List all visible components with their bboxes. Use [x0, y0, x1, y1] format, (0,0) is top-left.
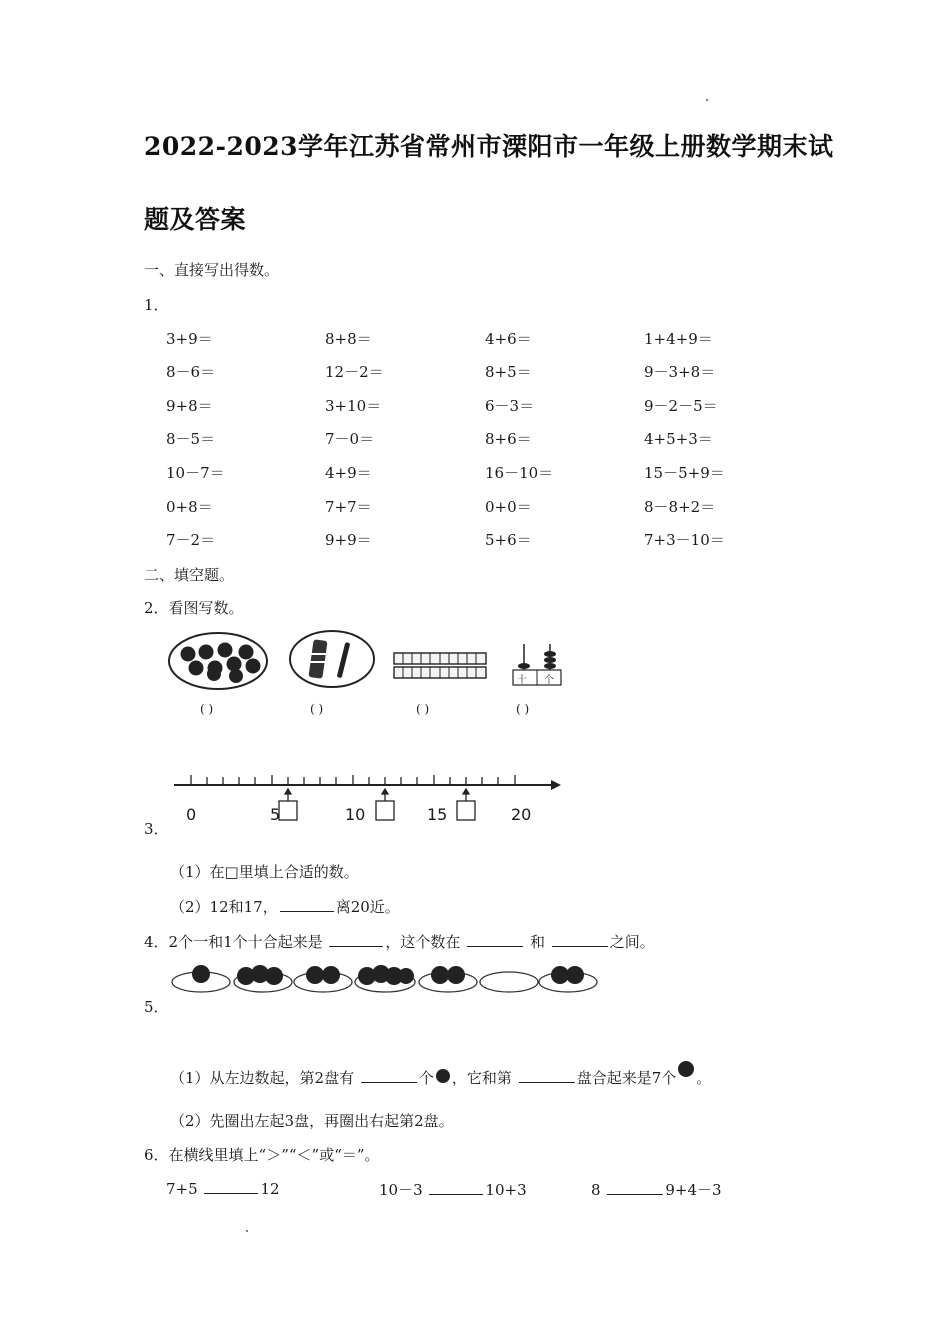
equation: 7+7＝	[325, 498, 372, 516]
answer-paren: ( )	[516, 702, 530, 716]
question-1-number: 1．	[144, 296, 169, 314]
equation: 8+5＝	[485, 363, 532, 381]
answer-blank[interactable]	[467, 932, 523, 947]
equation: 4+5+3＝	[644, 430, 713, 448]
question-2-text: 2．看图写数。	[144, 599, 244, 617]
comparison-right: 12	[260, 1180, 280, 1198]
fruit-icon	[434, 1066, 452, 1084]
equation: 7+3－10＝	[644, 531, 725, 549]
equation: 8－5＝	[166, 430, 216, 448]
comparison-item	[379, 1179, 527, 1200]
question-3-part2	[170, 896, 400, 917]
abacus-tens-label: 十	[517, 675, 527, 686]
comparison-left: 10－3	[379, 1181, 423, 1199]
cube-rods-figure	[392, 650, 490, 680]
equation: 8－8+2＝	[644, 498, 716, 516]
section-one-heading: 一、直接写出得数。	[144, 261, 280, 279]
page-title-line2: 题及答案	[144, 205, 247, 234]
q3-part2-prefix: （2）12和17，	[170, 898, 278, 916]
comparison-left: 7+5	[166, 1180, 198, 1198]
comparison-right: 10+3	[485, 1181, 527, 1199]
tick-label: 10	[345, 805, 366, 824]
question-3-number: 3．	[144, 820, 169, 838]
sticks-bundle-oval-figure	[287, 628, 377, 690]
answer-paren: ( )	[310, 702, 324, 716]
tick-label: 5	[270, 805, 281, 824]
equation: 9－3+8＝	[644, 363, 716, 381]
q4-text-b: ，这个数在	[385, 933, 461, 951]
equation: 3+10＝	[325, 397, 382, 415]
comparison-right: 9+4－3	[665, 1181, 722, 1199]
page-title-line1: 2022-2023学年江苏省常州市溧阳市一年级上册数学期末试	[144, 132, 834, 161]
equation: 15－5+9＝	[644, 464, 725, 482]
answer-blank[interactable]	[204, 1179, 258, 1194]
q4-text-c: 和	[530, 933, 546, 951]
tick-label: 0	[186, 805, 197, 824]
question-4	[144, 931, 655, 952]
answer-blank[interactable]	[429, 1180, 483, 1195]
q5-text-d: 盘合起来是7个	[576, 1069, 677, 1087]
apples-oval-figure	[166, 630, 270, 692]
answer-paren: ( )	[200, 702, 214, 716]
equation: 16－10＝	[485, 464, 554, 482]
comparison-left: 8	[591, 1181, 601, 1199]
comparison-item	[166, 1179, 280, 1198]
answer-paren: ( )	[416, 702, 430, 716]
equation: 9+8＝	[166, 397, 213, 415]
equation: 6－3＝	[485, 397, 535, 415]
fruit-icon	[676, 1057, 696, 1081]
bottom-speck	[246, 1230, 248, 1232]
equation: 0+0＝	[485, 498, 532, 516]
equation: 7－0＝	[325, 430, 375, 448]
comparison-item	[591, 1179, 722, 1200]
equation: 12－2＝	[325, 363, 384, 381]
answer-blank[interactable]	[280, 897, 334, 912]
tick-label: 20	[511, 805, 532, 824]
equation: 9+9＝	[325, 531, 372, 549]
equation: 0+8＝	[166, 498, 213, 516]
equation: 5+6＝	[485, 531, 532, 549]
q5-text-e: 。	[696, 1069, 712, 1087]
q5-text-b: 个	[418, 1069, 434, 1087]
question-6-text: 6．在横线里填上“＞”“＜”或“＝”。	[144, 1146, 380, 1164]
section-two-heading: 二、填空题。	[144, 566, 235, 584]
equation: 4+9＝	[325, 464, 372, 482]
equation: 8+8＝	[325, 330, 372, 348]
tick-label: 15	[427, 805, 448, 824]
question-3-part1: （1）在□里填上合适的数。	[170, 863, 359, 881]
equation: 3+9＝	[166, 330, 213, 348]
equation: 10－7＝	[166, 464, 225, 482]
equation: 1+4+9＝	[644, 330, 713, 348]
top-speck	[706, 99, 708, 101]
q3-part2-suffix: 离20近。	[335, 898, 400, 916]
answer-blank[interactable]	[519, 1068, 575, 1083]
equation: 8－6＝	[166, 363, 216, 381]
abacus-ones-label: 个	[544, 675, 554, 686]
answer-blank[interactable]	[552, 932, 608, 947]
answer-blank[interactable]	[607, 1180, 663, 1195]
q4-text-a: 4．2个一和1个十合起来是	[144, 933, 323, 951]
answer-blank[interactable]	[329, 932, 383, 947]
q5-text-c: ，它和第	[451, 1069, 512, 1087]
question-5-part1	[170, 1057, 711, 1088]
plates-of-fruit-figure	[170, 958, 600, 998]
equation: 4+6＝	[485, 330, 532, 348]
q4-text-d: 之间。	[609, 933, 655, 951]
question-5-number: 5．	[144, 998, 169, 1016]
equation: 7－2＝	[166, 531, 216, 549]
equation: 9－2－5＝	[644, 397, 718, 415]
question-5-part2: （2）先圈出左起3盘，再圈出右起第2盘。	[170, 1112, 454, 1130]
q5-text-a: （1）从左边数起，第2盘有	[170, 1069, 355, 1087]
equation: 8+6＝	[485, 430, 532, 448]
answer-blank[interactable]	[361, 1068, 417, 1083]
